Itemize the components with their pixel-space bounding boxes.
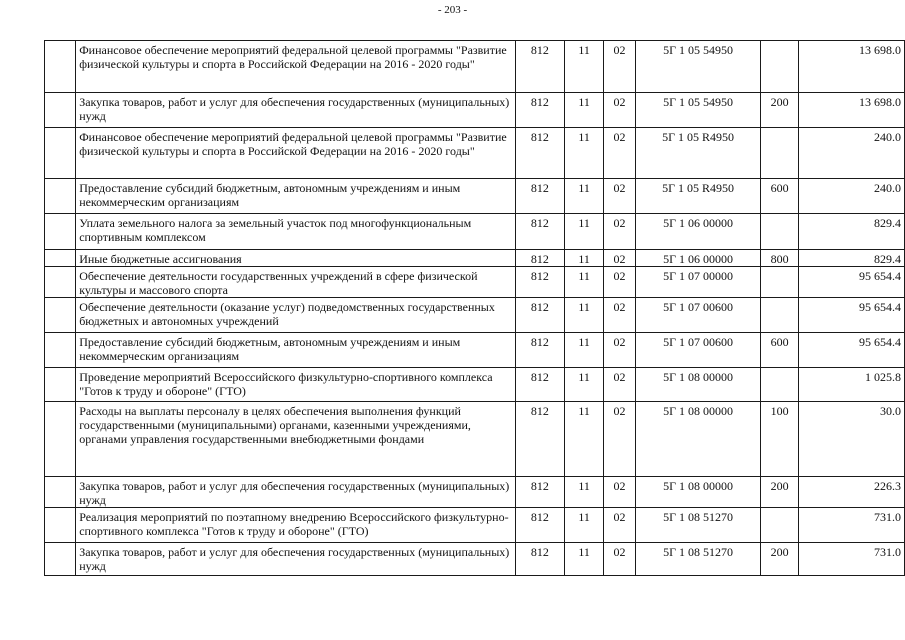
cell-name: Уплата земельного налога за земельный участок под многофункциональным спортивным комплексом (76, 214, 516, 250)
page-number: - 203 - (437, 4, 468, 16)
cell-csr: 5Г 1 08 00000 (635, 477, 760, 508)
row-blank-cell (45, 41, 76, 93)
table-row (45, 41, 905, 93)
cell-vr (761, 368, 799, 402)
cell-sum: 240.0 (798, 179, 904, 214)
cell-vr (761, 128, 799, 179)
cell-pr: 02 (604, 508, 636, 543)
row-blank-cell (45, 402, 76, 477)
cell-vr: 200 (761, 543, 799, 576)
cell-name: Проведение мероприятий Всероссийского физкультурно-спортивного комплекса "Готов к труду и обороне" (ГТО) (76, 368, 516, 402)
cell-rz: 11 (564, 543, 603, 576)
table-row (45, 128, 905, 179)
cell-ved: 812 (515, 93, 564, 128)
cell-sum: 731.0 (798, 508, 904, 543)
cell-rz: 11 (564, 179, 603, 214)
row-blank-cell (45, 508, 76, 543)
cell-rz: 11 (564, 477, 603, 508)
cell-vr (761, 41, 799, 93)
cell-pr: 02 (604, 267, 636, 298)
table-row (45, 543, 905, 576)
cell-sum: 731.0 (798, 543, 904, 576)
cell-ved: 812 (515, 508, 564, 543)
table-row (45, 508, 905, 543)
cell-name: Финансовое обеспечение мероприятий федеральной целевой программы "Развитие физической культуры и спорта в Российской Федерации на 2016 - 2020 годы" (76, 128, 516, 179)
cell-sum: 13 698.0 (798, 41, 904, 93)
cell-pr: 02 (604, 543, 636, 576)
cell-pr: 02 (604, 333, 636, 368)
cell-sum: 95 654.4 (798, 333, 904, 368)
cell-csr: 5Г 1 07 00000 (635, 267, 760, 298)
table-row (45, 179, 905, 214)
cell-sum: 1 025.8 (798, 368, 904, 402)
cell-csr: 5Г 1 08 51270 (635, 508, 760, 543)
row-blank-cell (45, 214, 76, 250)
cell-name: Обеспечение деятельности государственных учреждений в сфере физической культуры и массового спорта (76, 267, 516, 298)
cell-pr: 02 (604, 41, 636, 93)
cell-ved: 812 (515, 368, 564, 402)
cell-ved: 812 (515, 267, 564, 298)
cell-csr: 5Г 1 06 00000 (635, 250, 760, 267)
cell-ved: 812 (515, 128, 564, 179)
row-blank-cell (45, 267, 76, 298)
cell-vr: 200 (761, 477, 799, 508)
cell-ved: 812 (515, 402, 564, 477)
cell-rz: 11 (564, 508, 603, 543)
cell-csr: 5Г 1 05 R4950 (635, 128, 760, 179)
cell-name: Финансовое обеспечение мероприятий федеральной целевой программы "Развитие физической культуры и спорта в Российской Федерации на 2016 - 2020 годы" (76, 41, 516, 93)
cell-pr: 02 (604, 93, 636, 128)
table-row (45, 402, 905, 477)
cell-sum: 13 698.0 (798, 93, 904, 128)
table-row (45, 267, 905, 298)
cell-vr: 100 (761, 402, 799, 477)
cell-pr: 02 (604, 368, 636, 402)
cell-pr: 02 (604, 402, 636, 477)
cell-ved: 812 (515, 179, 564, 214)
cell-name: Иные бюджетные ассигнования (76, 250, 516, 267)
cell-ved: 812 (515, 214, 564, 250)
cell-sum: 226.3 (798, 477, 904, 508)
cell-ved: 812 (515, 41, 564, 93)
cell-sum: 240.0 (798, 128, 904, 179)
cell-name: Закупка товаров, работ и услуг для обеспечения государственных (муниципальных) нужд (76, 477, 516, 508)
cell-rz: 11 (564, 402, 603, 477)
table-row (45, 214, 905, 250)
table-row (45, 93, 905, 128)
cell-csr: 5Г 1 07 00600 (635, 298, 760, 333)
cell-name: Расходы на выплаты персоналу в целях обеспечения выполнения функций государственными (муниципальными) органами, казенными учреждениями, органами управления государственными внебюджетными фондами (76, 402, 516, 477)
row-blank-cell (45, 333, 76, 368)
cell-csr: 5Г 1 05 54950 (635, 93, 760, 128)
cell-pr: 02 (604, 179, 636, 214)
cell-sum: 95 654.4 (798, 298, 904, 333)
cell-csr: 5Г 1 08 00000 (635, 402, 760, 477)
cell-sum: 95 654.4 (798, 267, 904, 298)
cell-name: Реализация мероприятий по поэтапному внедрению Всероссийского физкультурно-спортивного комплекса "Готов к труду и обороне" (ГТО) (76, 508, 516, 543)
row-blank-cell (45, 543, 76, 576)
table-row (45, 368, 905, 402)
table-row (45, 477, 905, 508)
cell-csr: 5Г 1 07 00600 (635, 333, 760, 368)
cell-vr (761, 267, 799, 298)
cell-vr (761, 214, 799, 250)
cell-sum: 30.0 (798, 402, 904, 477)
table-row (45, 250, 905, 267)
cell-vr: 200 (761, 93, 799, 128)
table-body (45, 41, 905, 576)
cell-csr: 5Г 1 06 00000 (635, 214, 760, 250)
cell-name: Предоставление субсидий бюджетным, автономным учреждениям и иным некоммерческим организациям (76, 333, 516, 368)
cell-pr: 02 (604, 298, 636, 333)
row-blank-cell (45, 128, 76, 179)
row-blank-cell (45, 179, 76, 214)
cell-rz: 11 (564, 128, 603, 179)
cell-vr (761, 298, 799, 333)
table-row (45, 298, 905, 333)
cell-name: Закупка товаров, работ и услуг для обеспечения государственных (муниципальных) нужд (76, 93, 516, 128)
cell-pr: 02 (604, 128, 636, 179)
cell-ved: 812 (515, 333, 564, 368)
cell-vr (761, 508, 799, 543)
cell-sum: 829.4 (798, 250, 904, 267)
cell-vr: 600 (761, 333, 799, 368)
cell-rz: 11 (564, 93, 603, 128)
cell-pr: 02 (604, 250, 636, 267)
cell-csr: 5Г 1 08 00000 (635, 368, 760, 402)
row-blank-cell (45, 93, 76, 128)
cell-sum: 829.4 (798, 214, 904, 250)
row-blank-cell (45, 477, 76, 508)
cell-csr: 5Г 1 05 R4950 (635, 179, 760, 214)
cell-rz: 11 (564, 333, 603, 368)
cell-rz: 11 (564, 368, 603, 402)
cell-csr: 5Г 1 08 51270 (635, 543, 760, 576)
cell-pr: 02 (604, 477, 636, 508)
cell-name: Предоставление субсидий бюджетным, автономным учреждениям и иным некоммерческим организациям (76, 179, 516, 214)
cell-csr: 5Г 1 05 54950 (635, 41, 760, 93)
row-blank-cell (45, 368, 76, 402)
cell-rz: 11 (564, 250, 603, 267)
row-blank-cell (45, 298, 76, 333)
cell-ved: 812 (515, 543, 564, 576)
cell-rz: 11 (564, 267, 603, 298)
row-blank-cell (45, 250, 76, 267)
cell-rz: 11 (564, 41, 603, 93)
cell-rz: 11 (564, 214, 603, 250)
budget-table (44, 40, 905, 576)
cell-name: Закупка товаров, работ и услуг для обеспечения государственных (муниципальных) нужд (76, 543, 516, 576)
cell-ved: 812 (515, 477, 564, 508)
cell-vr: 600 (761, 179, 799, 214)
cell-name: Обеспечение деятельности (оказание услуг) подведомственных государственных бюджетных и автономных учреждений (76, 298, 516, 333)
cell-pr: 02 (604, 214, 636, 250)
cell-ved: 812 (515, 298, 564, 333)
cell-ved: 812 (515, 250, 564, 267)
cell-rz: 11 (564, 298, 603, 333)
table-row (45, 333, 905, 368)
cell-vr: 800 (761, 250, 799, 267)
